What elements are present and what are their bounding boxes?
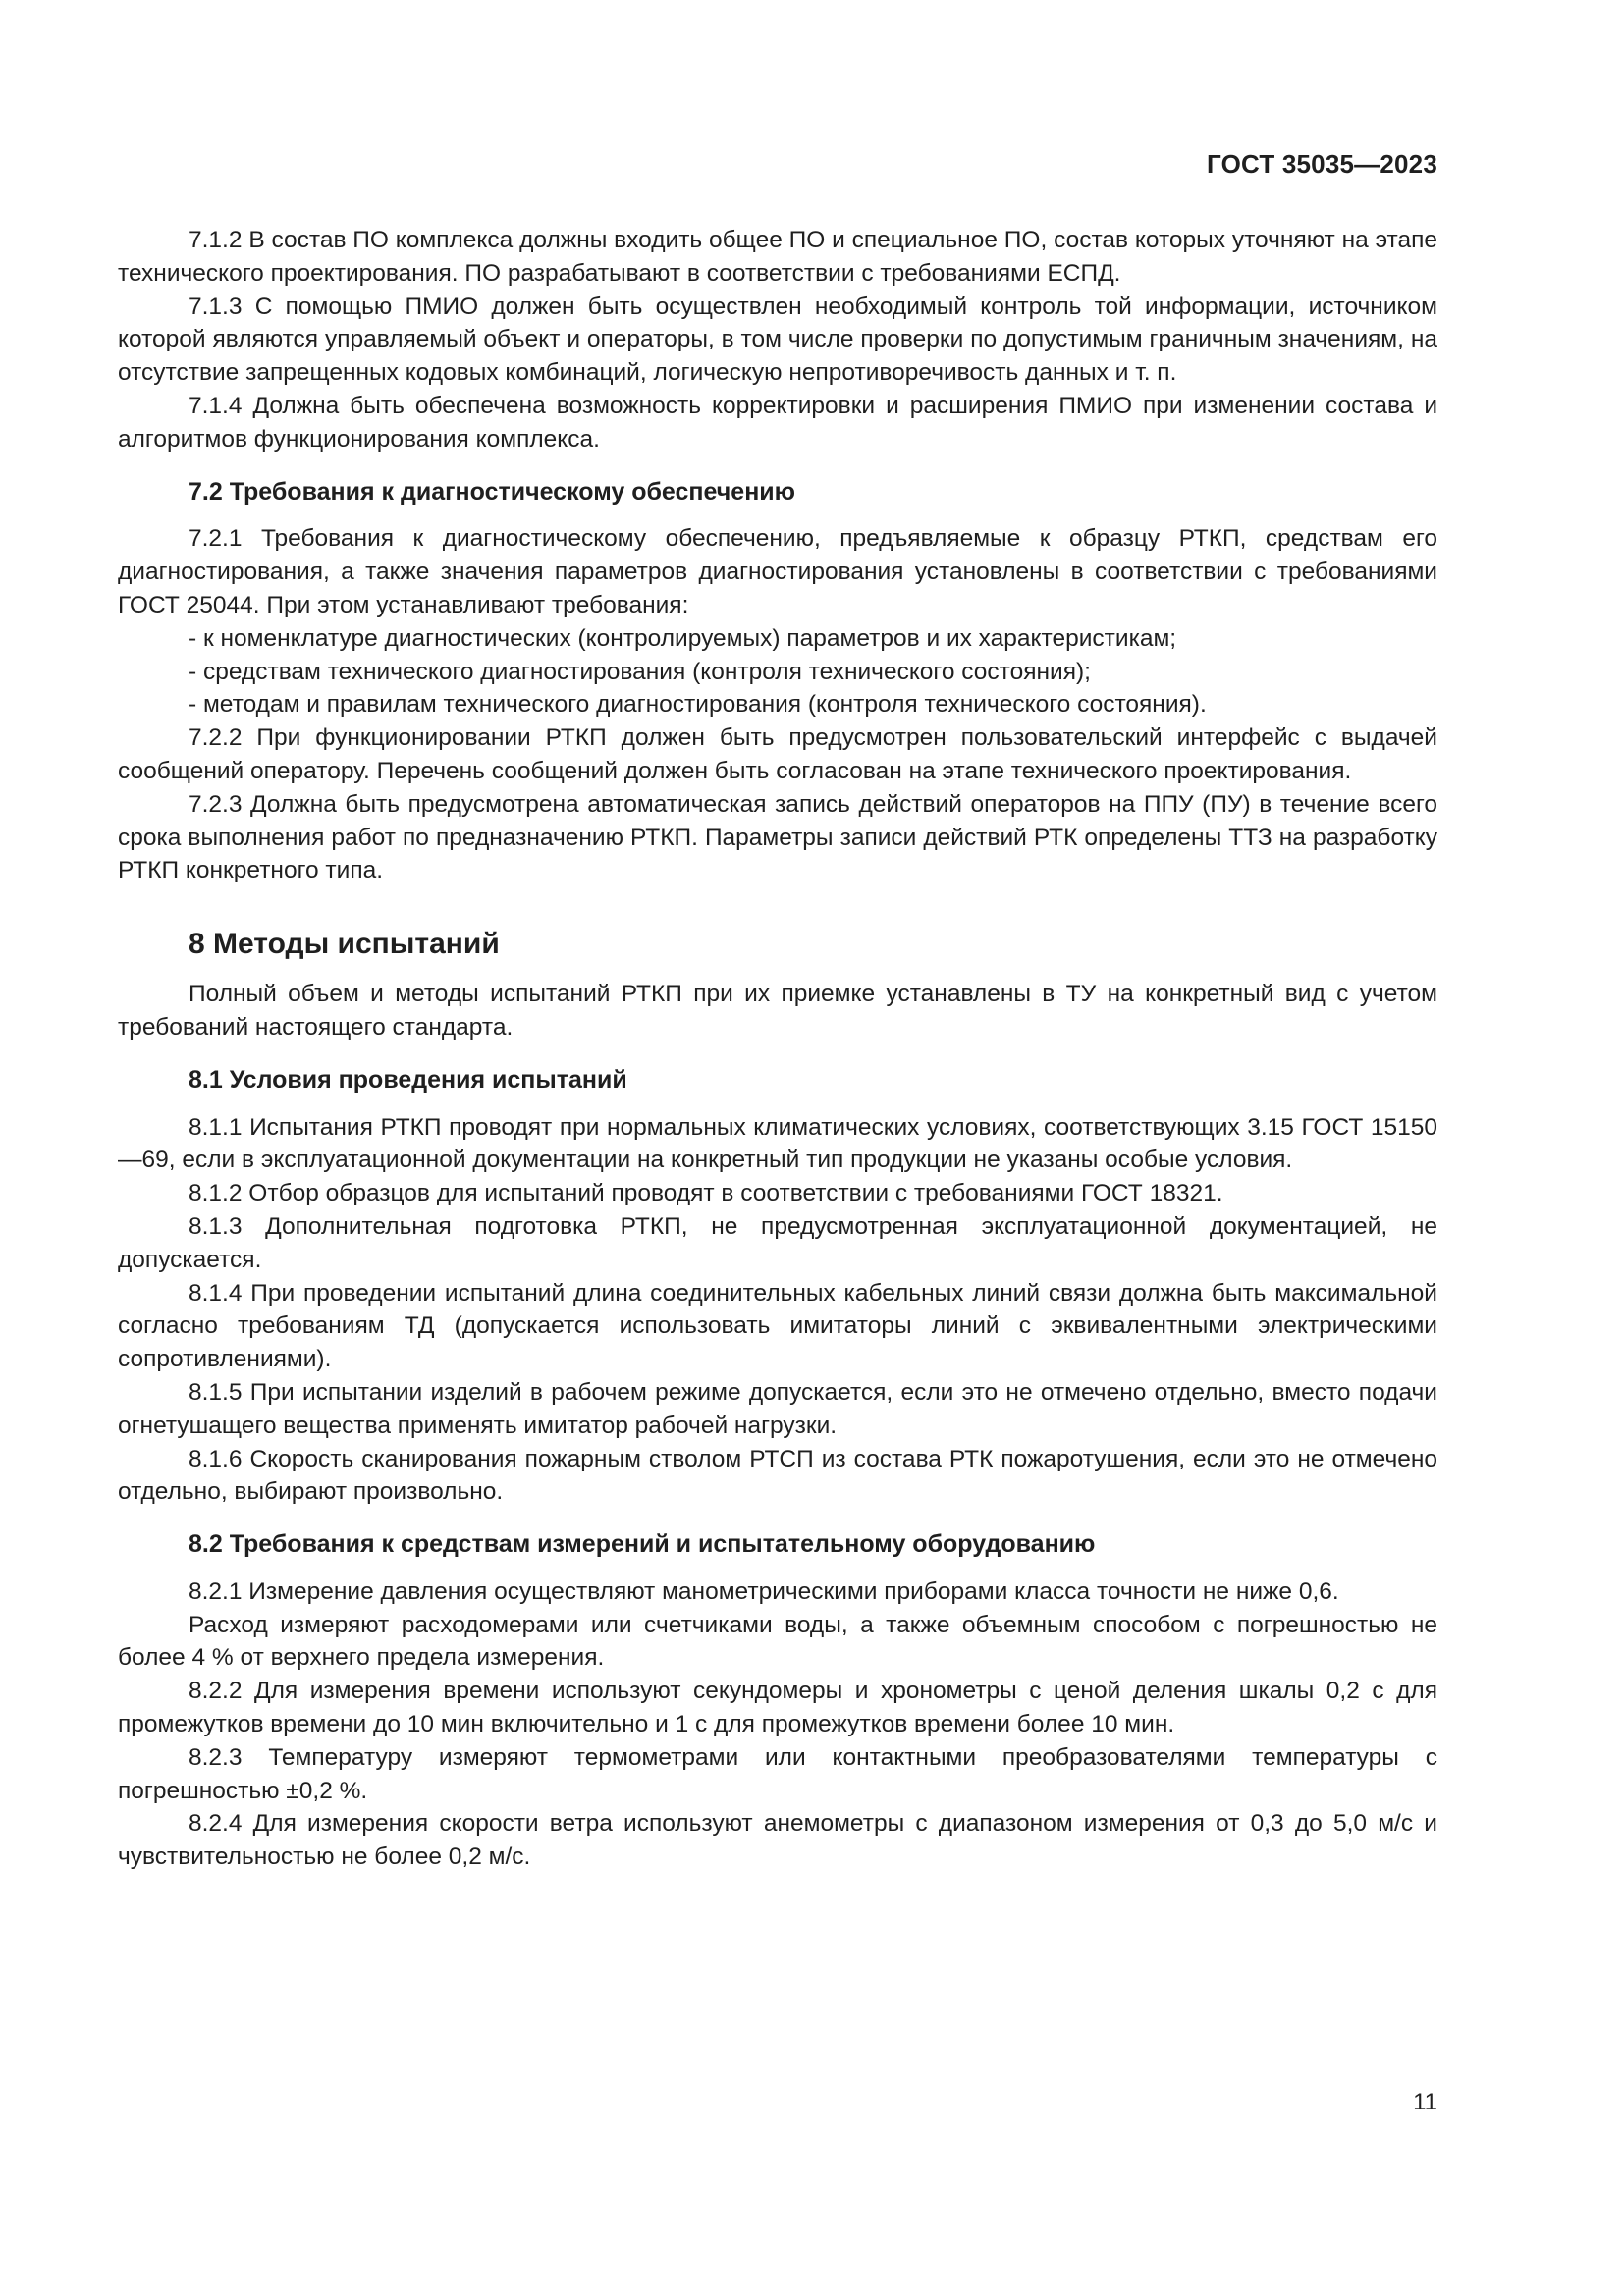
paragraph-8-2-3: 8.2.3 Температуру измеряют термометрами или контактными преобразователями температуры с погрешностью ±0,2 %. xyxy=(118,1743,1437,1804)
list-item: - средствам технического диагностирования (контроля технического состояния); xyxy=(189,658,1091,685)
list-item: - методам и правилам технического диагностирования (контроля технического состояния). xyxy=(189,691,1207,719)
paragraph-8-1-2: 8.1.2 Отбор образцов для испытаний проводят в соответствии с требованиями ГОСТ 18321. xyxy=(189,1180,1223,1207)
requirements-list xyxy=(118,622,1437,721)
heading-8-2: 8.2 Требования к средствам измерений и испытательному оборудованию xyxy=(189,1530,1096,1559)
paragraph-7-1-3: 7.1.3 С помощью ПМИО должен быть осуществлен необходимый контроль той информации, источником которой являются управляемый объект и операторы, в том числе проверки по допустимым граничным значениям, на отсутствие запрещенных кодовых комбинаций, логическую непротиворечивость данных и т. п. xyxy=(118,293,1437,387)
document-id: ГОСТ 35035—2023 xyxy=(1207,149,1437,179)
paragraph-8-1-3: 8.1.3 Дополнительная подготовка РТКП, не предусмотренная эксплуатационной документацией, не допускается. xyxy=(118,1212,1437,1273)
paragraph-8-2-1-flow: Расход измеряют расходомерами или счетчиками воды, а также объемным способом с погрешностью не более 4 % от верхнего предела измерения. xyxy=(118,1611,1437,1672)
paragraph-7-2-3: 7.2.3 Должна быть предусмотрена автоматическая запись действий операторов на ППУ (ПУ) в течение всего срока выполнения работ по предназначению РТКП. Параметры записи действий РТК определены ТТЗ на разработку РТКП конкретного типа. xyxy=(118,790,1437,884)
paragraph-8-1-4: 8.1.4 При проведении испытаний длина соединительных кабельных линий связи должна быть максимальной согласно требованиям ТД (допускается использовать имитаторы линий с эквивалентными электрическими сопротивлениями). xyxy=(118,1279,1437,1373)
page-content xyxy=(118,224,1437,1874)
page-number: 11 xyxy=(1413,2089,1437,2115)
heading-8-1: 8.1 Условия проведения испытаний xyxy=(189,1065,627,1094)
paragraph-8-1-6: 8.1.6 Скорость сканирования пожарным стволом РТСП из состава РТК пожаротушения, если это не отмечено отдельно, выбирают произвольно. xyxy=(118,1445,1437,1506)
paragraph-7-2-1: 7.2.1 Требования к диагностическому обеспечению, предъявляемые к образцу РТКП, средствам его диагностирования, а также значения параметров диагностирования установлены в соответствии с требованиями ГОСТ 25044. При этом устанавливают требования: xyxy=(118,525,1437,618)
paragraph-8-1-1: 8.1.1 Испытания РТКП проводят при нормальных климатических условиях, соответствующих 3.15 ГОСТ 15150—69, если в эксплуатационной документации на конкретный тип продукции не указаны особые условия. xyxy=(118,1113,1437,1174)
heading-7-2: 7.2 Требования к диагностическому обеспечению xyxy=(189,477,796,506)
paragraph-8-1-5: 8.1.5 При испытании изделий в рабочем режиме допускается, если это не отмечено отдельно, вместо подачи огнетушащего вещества применять имитатор рабочей нагрузки. xyxy=(118,1378,1437,1439)
paragraph-7-2-2: 7.2.2 При функционировании РТКП должен быть предусмотрен пользовательский интерфейс с выдачей сообщений оператору. Перечень сообщений должен быть согласован на этапе технического проектирования. xyxy=(118,724,1437,784)
list-item: - к номенклатуре диагностических (контролируемых) параметров и их характеристикам; xyxy=(189,624,1177,652)
paragraph-8-2-1: 8.2.1 Измерение давления осуществляют манометрическими приборами класса точности не ниже 0,6. xyxy=(189,1577,1339,1605)
paragraph-7-1-2: 7.1.2 В состав ПО комплекса должны входить общее ПО и специальное ПО, состав которых уточняют на этапе технического проектирования. ПО разрабатывают в соответствии с требованиями ЕСПД. xyxy=(118,227,1437,287)
paragraph-8-intro: Полный объем и методы испытаний РТКП при их приемке устанавлены в ТУ на конкретный вид с учетом требований настоящего стандарта. xyxy=(118,981,1437,1041)
paragraph-8-2-2: 8.2.2 Для измерения времени используют секундомеры и хронометры с ценой деления шкалы 0,2 с для промежутков времени до 10 мин включительно и 1 с для промежутков времени более 10 мин. xyxy=(118,1678,1437,1738)
heading-8: 8 Методы испытаний xyxy=(189,928,500,961)
paragraph-8-2-4: 8.2.4 Для измерения скорости ветра используют анемометры с диапазоном измерения от 0,3 до 5,0 м/с и чувствительностью не более 0,2 м/с. xyxy=(118,1810,1437,1871)
paragraph-7-1-4: 7.1.4 Должна быть обеспечена возможность корректировки и расширения ПМИО при изменении состава и алгоритмов функционирования комплекса. xyxy=(118,392,1437,453)
